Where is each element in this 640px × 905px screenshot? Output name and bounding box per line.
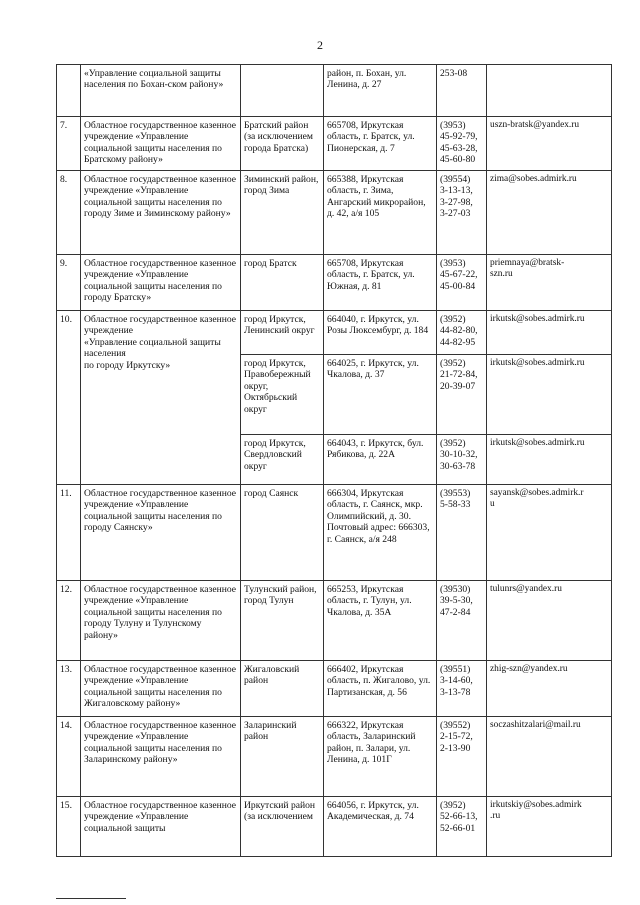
table-row [57, 65, 612, 117]
address: 664025, г. Иркутск, ул. Чкалова, д. 37 [324, 355, 437, 435]
address: 664056, г. Иркутск, ул. Академическая, д. 74 [324, 797, 437, 857]
email-address: uszn-bratsk@yandex.ru [487, 117, 612, 171]
row-number: 14. [57, 717, 81, 797]
institution-name: Областное государственное казенное учреждение «Управление социальной защиты населения по городу Саянску» [81, 485, 241, 581]
service-area: город Иркутск, Свердловский округ [241, 435, 324, 485]
row-number: 8. [57, 171, 81, 255]
email-address: soczashitzalari@mail.ru [487, 717, 612, 797]
phone-numbers: (3953) 45-67-22, 45-00-84 [437, 255, 487, 311]
row-number: 11. [57, 485, 81, 581]
service-area [241, 65, 324, 117]
service-area: Братский район (за исключением города Братска) [241, 117, 324, 171]
row-number: 9. [57, 255, 81, 311]
institution-name: Областное государственное казенное учреждение «Управление социальной защиты населения по Жигаловскому району» [81, 661, 241, 717]
address: 665708, Иркутская область, г. Братск, ул. Пионерская, д. 7 [324, 117, 437, 171]
address: 666304, Иркутская область, г. Саянск, мкр. Олимпийский, д. 30. Почтовый адрес: 666303, г. Саянск, а/я 248 [324, 485, 437, 581]
institution-name: Областное государственное казенное учреждение «Управление социальной защиты населения по городу Тулуну и Тулунскому району» [81, 581, 241, 661]
row-number [57, 65, 81, 117]
email-address: priemnaya@bratsk- szn.ru [487, 255, 612, 311]
table-body [57, 65, 612, 857]
address: район, п. Бохан, ул. Ленина, д. 27 [324, 65, 437, 117]
address: 666322, Иркутская область, Заларинский район, п. Залари, ул. Ленина, д. 101Г [324, 717, 437, 797]
institutions-table [56, 64, 612, 857]
institution-name: Областное государственное казенное учреждение «Управление социальной защиты [81, 797, 241, 857]
email-address: irkutskiy@sobes.admirk .ru [487, 797, 612, 857]
footnote-divider [56, 898, 126, 899]
table-row [57, 255, 612, 311]
institution-name: Областное государственное казенное учреждение «Управление социальной защиты населения по Заларинскому району» [81, 717, 241, 797]
address: 665708, Иркутская область, г. Братск, ул. Южная, д. 81 [324, 255, 437, 311]
row-number: 7. [57, 117, 81, 171]
email-address: irkutsk@sobes.admirk.ru [487, 435, 612, 485]
email-address: irkutsk@sobes.admirk.ru [487, 355, 612, 435]
phone-numbers: (3952) 21-72-84, 20-39-07 [437, 355, 487, 435]
institution-name: Областное государственное казенное учреждение «Управление социальной защиты населения по городу Иркутску» [81, 311, 241, 485]
email-address: zima@sobes.admirk.ru [487, 171, 612, 255]
row-number: 10. [57, 311, 81, 485]
service-area: Жигаловский район [241, 661, 324, 717]
service-area: Зиминский район, город Зима [241, 171, 324, 255]
address: 664043, г. Иркутск, бул. Рябикова, д. 22А [324, 435, 437, 485]
service-area: Тулунский район, город Тулун [241, 581, 324, 661]
phone-numbers: (39553) 5-58-33 [437, 485, 487, 581]
phone-numbers: (3952) 52-66-13, 52-66-01 [437, 797, 487, 857]
address: 665388, Иркутская область, г. Зима, Ангарский микрорайон, д. 42, а/я 105 [324, 171, 437, 255]
institution-name: Областное государственное казенное учреждение «Управление социальной защиты населения по городу Зиме и Зиминскому району» [81, 171, 241, 255]
row-number: 15. [57, 797, 81, 857]
phone-numbers: (3953) 45-92-79, 45-63-28, 45-60-80 [437, 117, 487, 171]
table-row [57, 797, 612, 857]
service-area: Иркутский район (за исключением [241, 797, 324, 857]
service-area: город Братск [241, 255, 324, 311]
phone-numbers: (3952) 30-10-32, 30-63-78 [437, 435, 487, 485]
phone-numbers: (39552) 2-15-72, 2-13-90 [437, 717, 487, 797]
institution-name: Областное государственное казенное учреждение «Управление социальной защиты населения по городу Братску» [81, 255, 241, 311]
address: 664040, г. Иркутск, ул. Розы Люксембург, д. 184 [324, 311, 437, 355]
email-address: tulunrs@yandex.ru [487, 581, 612, 661]
service-area: город Иркутск, Ленинский округ [241, 311, 324, 355]
email-address: irkutsk@sobes.admirk.ru [487, 311, 612, 355]
service-area: город Саянск [241, 485, 324, 581]
page-number: 2 [317, 38, 323, 52]
service-area: Заларинский район [241, 717, 324, 797]
table-row [57, 117, 612, 171]
address: 666402, Иркутская область, п. Жигалово, ул. Партизанская, д. 56 [324, 661, 437, 717]
table-row [57, 581, 612, 661]
row-number: 13. [57, 661, 81, 717]
phone-numbers: (39530) 39-5-30, 47-2-84 [437, 581, 487, 661]
service-area: город Иркутск, Правобережный округ, Октябрьский округ [241, 355, 324, 435]
email-address: zhig-szn@yandex.ru [487, 661, 612, 717]
table-row [57, 171, 612, 255]
table-row [57, 485, 612, 581]
phone-numbers: (39551) 3-14-60, 3-13-78 [437, 661, 487, 717]
row-number: 12. [57, 581, 81, 661]
phone-numbers: 253-08 [437, 65, 487, 117]
email-address: sayansk@sobes.admirk.r u [487, 485, 612, 581]
email-address [487, 65, 612, 117]
institution-name: «Управление социальной защиты населения по Бохан-ском району» [81, 65, 241, 117]
phone-numbers: (39554) 3-13-13, 3-27-98, 3-27-03 [437, 171, 487, 255]
institution-name: Областное государственное казенное учреждение «Управление социальной защиты населения по Братскому району» [81, 117, 241, 171]
table-row [57, 661, 612, 717]
phone-numbers: (3952) 44-82-80, 44-82-95 [437, 311, 487, 355]
table-row [57, 311, 612, 355]
table-row [57, 717, 612, 797]
address: 665253, Иркутская область, г. Тулун, ул. Чкалова, д. 35А [324, 581, 437, 661]
